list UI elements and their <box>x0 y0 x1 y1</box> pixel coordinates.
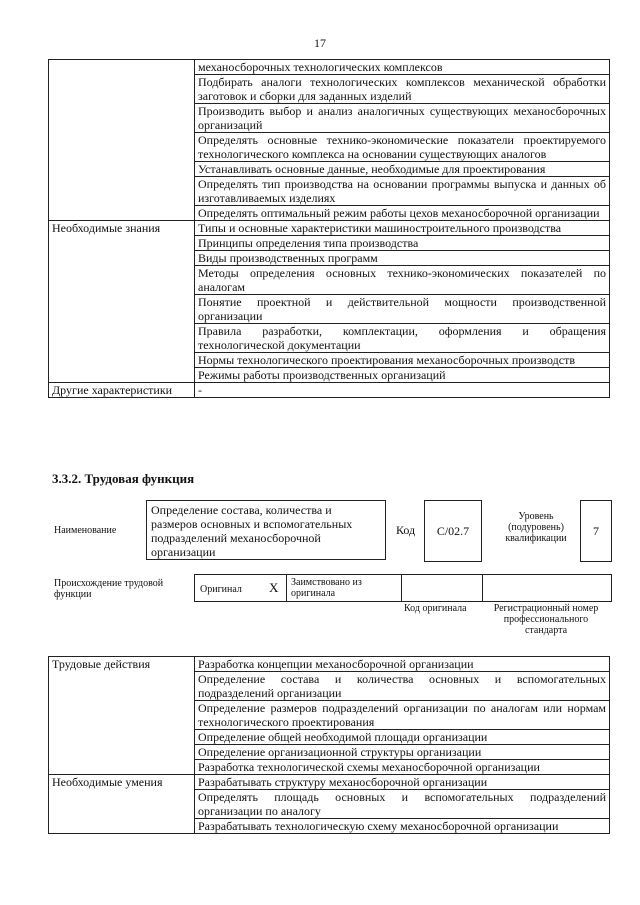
level-value-box: 7 <box>580 500 612 562</box>
table-cell: Определять площадь основных и вспомогательных подразделений организации по аналогу <box>195 790 610 819</box>
skills-knowledge-table <box>48 59 610 398</box>
row-label: Необходимые умения <box>49 775 195 834</box>
table-cell: Нормы технологического проектирования механосборочных производств <box>195 353 610 368</box>
table-cell: Определение организационной структуры организации <box>195 745 610 760</box>
level-label: Уровень (подуровень) квалификации <box>505 511 567 544</box>
row-label: Необходимые знания <box>49 221 195 383</box>
table-cell: Правила разработки, комплектации, оформления и обращения технологической документации <box>195 324 610 353</box>
table-cell: Понятие проектной и действительной мощности производственной организации <box>195 295 610 324</box>
table-row <box>49 775 610 790</box>
section-title: 3.3.2. Трудовая функция <box>52 471 195 486</box>
code-label: Код <box>396 523 416 537</box>
table-row <box>49 60 610 75</box>
borrowed-label: Заимствовано из оригинала <box>291 577 362 599</box>
table-cell: Разработка технологической схемы механосборочной организации <box>195 760 610 775</box>
table-cell: Определение общей необходимой площади организации <box>195 730 610 745</box>
table-cell: Определение размеров подразделений организации по аналогам или нормам технологического проектирования <box>195 701 610 730</box>
table-cell: Разрабатывать структуру механосборочной организации <box>195 775 610 790</box>
table-cell: Принципы определения типа производства <box>195 236 610 251</box>
table-cell: Подбирать аналоги технологических комплексов механической обработки заготовок и сборки для заданных изделий <box>195 75 610 104</box>
table-cell: - <box>195 383 610 398</box>
table-cell: Режимы работы производственных организаций <box>195 368 610 383</box>
table-row <box>49 221 610 236</box>
table-cell: Определение состава и количества основных и вспомогательных подразделений организации <box>195 672 610 701</box>
code-value-box: C/02.7 <box>424 500 482 562</box>
origin-label: Происхождение трудовой функции <box>54 578 164 600</box>
table-cell: Разрабатывать технологическую схему механосборочной организации <box>195 819 610 834</box>
table-cell: Определять оптимальный режим работы цехов механосборочной организации <box>195 206 610 221</box>
original-mark: X <box>269 580 279 595</box>
table-cell: Виды производственных программ <box>195 251 610 266</box>
table-cell: Разработка концепции механосборочной организации <box>195 657 610 672</box>
reg-number-label: Регистрационный номер профессионального стандарта <box>493 603 599 636</box>
divider <box>482 575 483 601</box>
table-cell: Методы определения основных технико-экономических показателей по аналогам <box>195 266 610 295</box>
page-number: 17 <box>314 36 326 50</box>
table-cell: Типы и основные характеристики машиностроительного производства <box>195 221 610 236</box>
table-cell: Устанавливать основные данные, необходимые для проектирования <box>195 162 610 177</box>
table-cell: Определять тип производства на основании программы выпуска и данных об изготавливаемых изделиях <box>195 177 610 206</box>
row-label: Трудовые действия <box>49 657 195 775</box>
table-cell: механосборочных технологических комплексов <box>195 60 610 75</box>
name-label: Наименование <box>54 525 117 536</box>
divider <box>401 575 402 601</box>
table-cell: Производить выбор и анализ аналогичных существующих механосборочных организаций <box>195 104 610 133</box>
table-cell: Определять основные технико-экономические показатели проектируемого технологического комплекса на основании существующих аналогов <box>195 133 610 162</box>
code-original-label: Код оригинала <box>404 603 467 614</box>
divider <box>286 575 287 601</box>
labor-actions-table <box>48 656 610 834</box>
row-label: Другие характеристики <box>49 383 195 398</box>
row-label <box>49 60 195 221</box>
table-row <box>49 383 610 398</box>
origin-table <box>194 574 612 602</box>
original-label: Оригинал <box>200 584 242 595</box>
table-row <box>49 657 610 672</box>
function-name-box: Определение состава, количества и размеров основных и вспомогательных подразделений механосборочной организации <box>146 500 386 560</box>
